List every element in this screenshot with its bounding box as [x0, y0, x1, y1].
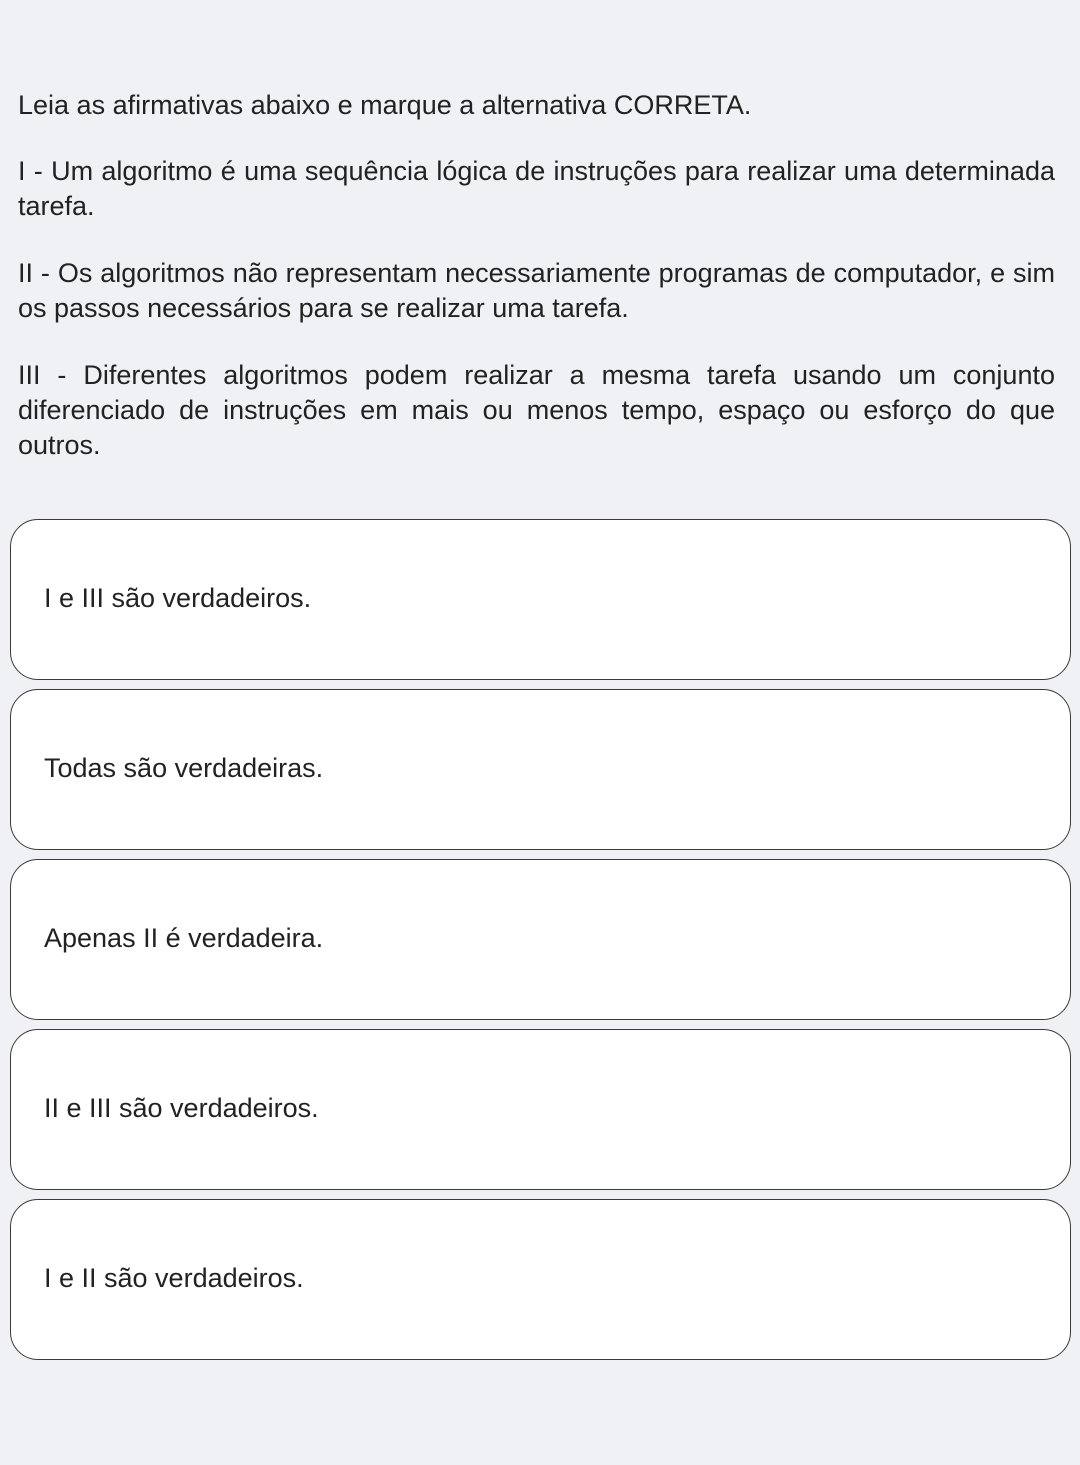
statement-2: II - Os algoritmos não representam necessariamente programas de computador, e sim os passos necessários para se realizar uma tarefa.	[18, 258, 1055, 323]
answer-options	[10, 519, 1071, 1369]
answer-option-a[interactable]	[10, 519, 1071, 680]
statement-1: I - Um algoritmo é uma sequência lógica de instruções para realizar uma determinada tarefa.	[18, 156, 1055, 221]
answer-option-label: Apenas II é verdadeira.	[44, 923, 324, 953]
answer-option-label: II e III são verdadeiros.	[44, 1093, 319, 1123]
answer-option-label: I e II são verdadeiros.	[44, 1263, 304, 1293]
question-block	[18, 88, 1055, 495]
statement-3: III - Diferentes algoritmos podem realizar a mesma tarefa usando um conjunto diferenciado de instruções em mais ou menos tempo, espaço ou esforço do que outros.	[18, 360, 1055, 460]
question-intro: Leia as afirmativas abaixo e marque a alternativa CORRETA.	[18, 90, 752, 120]
answer-option-b[interactable]	[10, 689, 1071, 850]
answer-option-label: I e III são verdadeiros.	[44, 583, 312, 613]
answer-option-c[interactable]	[10, 859, 1071, 1020]
answer-option-label: Todas são verdadeiras.	[44, 753, 324, 783]
answer-option-d[interactable]	[10, 1029, 1071, 1190]
answer-option-e[interactable]	[10, 1199, 1071, 1360]
